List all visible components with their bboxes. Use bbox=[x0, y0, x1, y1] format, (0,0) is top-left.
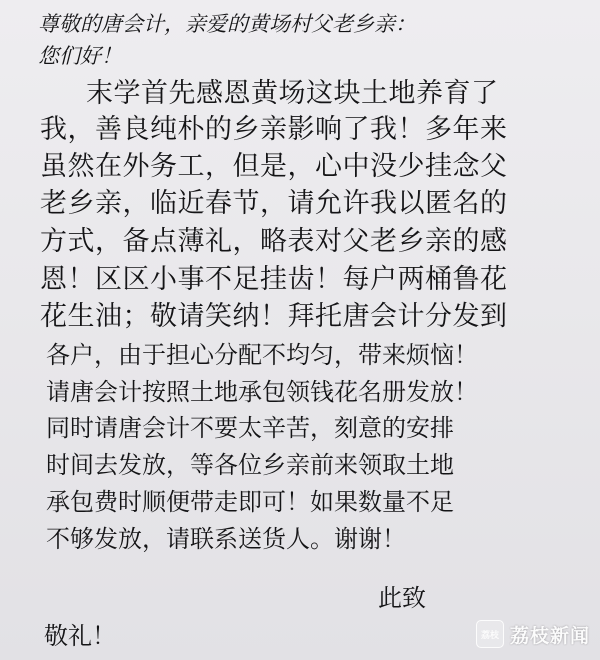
letter-line: 同时请唐会计不要太辛苦，刻意的安排 bbox=[46, 414, 454, 442]
news-watermark bbox=[476, 620, 590, 648]
letter-line: 末学首先感恩黄场这块土地养育了 bbox=[86, 78, 499, 109]
letter-line: 我，善良纯朴的乡亲影响了我！多年来 bbox=[40, 114, 508, 145]
letter-line: 恩！区区小事不足挂齿！每户两桶鲁花 bbox=[40, 264, 508, 295]
letter-line: 时间去发放，等各位乡亲前来领取土地 bbox=[46, 451, 454, 479]
closing-regards: 敬礼！ bbox=[44, 622, 116, 650]
letter-line: 承包费时顺便带走即可！如果数量不足 bbox=[46, 488, 454, 516]
letter-line: 各户，由于担心分配不均匀，带来烦恼！ bbox=[46, 341, 478, 369]
letter-line: 请唐会计按照土地承包领钱花名册发放！ bbox=[46, 378, 478, 406]
letter-line: 方式，备点薄礼，略表对父老乡亲的感 bbox=[40, 226, 508, 257]
greeting-line: 您们好！ bbox=[38, 44, 122, 68]
letter-line: 不够发放，请联系送货人。谢谢！ bbox=[46, 525, 406, 553]
closing-line: 此致 bbox=[378, 584, 426, 612]
letter-line: 虽然在外务工，但是，心中没少挂念父 bbox=[40, 151, 508, 182]
lizhi-logo-icon: 荔枝 bbox=[476, 620, 504, 648]
watermark-brand: 荔枝新闻 bbox=[509, 624, 590, 647]
letter-line: 老乡亲，临近春节，请允许我以匿名的 bbox=[40, 188, 508, 219]
letter-line: 花生油；敬请笑纳！拜托唐会计分发到 bbox=[40, 301, 508, 332]
salutation-line: 尊敬的唐会计，亲爱的黄场村父老乡亲： bbox=[38, 12, 416, 36]
